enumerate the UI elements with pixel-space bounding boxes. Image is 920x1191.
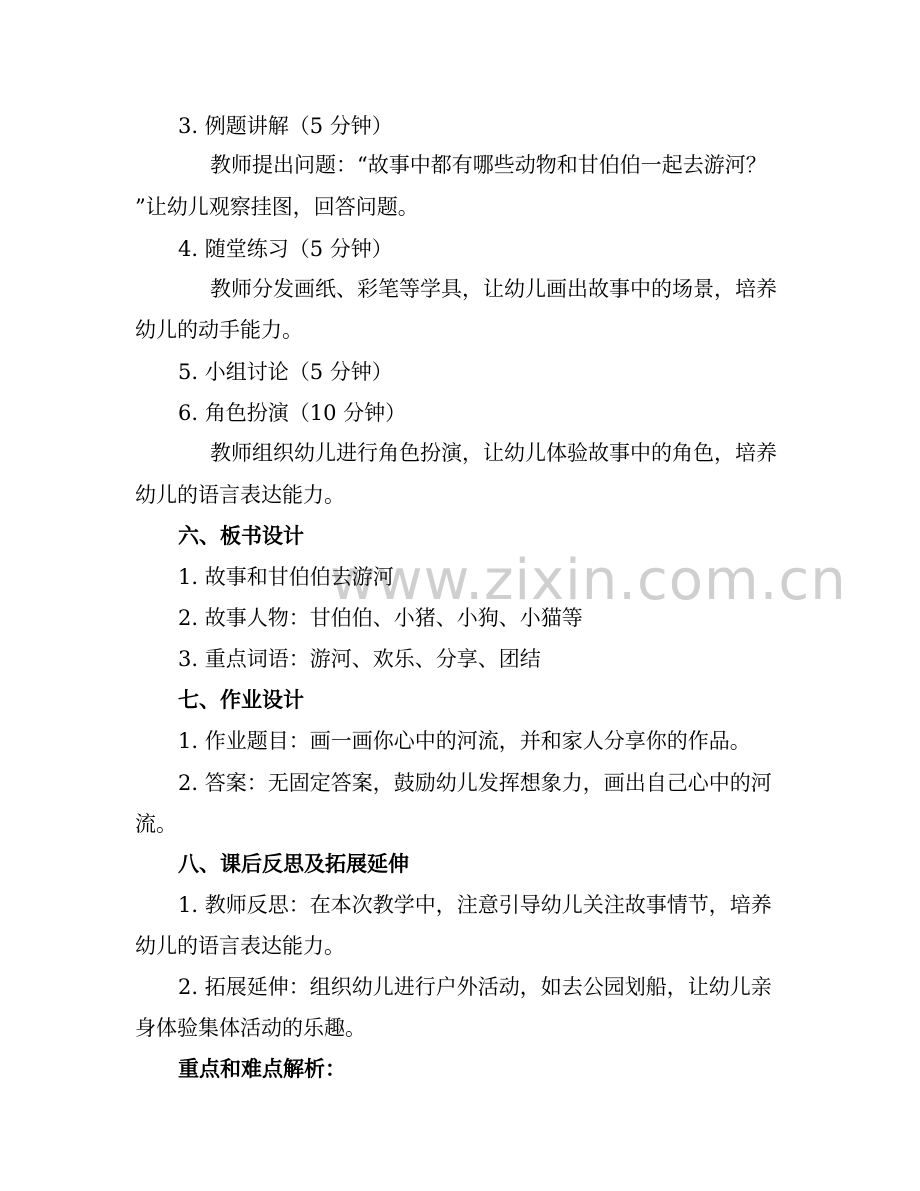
list-item: 2. 答案：无固定答案，鼓励幼儿发挥想象力，画出自己心中的河: [178, 771, 772, 795]
paragraph-line: ”让幼儿观察挂图，回答问题。: [135, 195, 419, 219]
list-item: 1. 作业题目：画一画你心中的河流，并和家人分享你的作品。: [178, 729, 751, 753]
paragraph-line: 幼儿的语言表达能力。: [135, 483, 345, 507]
list-item: 2. 拓展延伸：组织幼儿进行户外活动，如去公园划船，让幼儿亲: [178, 975, 772, 999]
list-item: 3. 重点词语：游河、欢乐、分享、团结: [178, 647, 541, 671]
section-heading-reflection: 八、课后反思及拓展延伸: [178, 852, 409, 876]
section-heading-key-points: 重点和难点解析：: [178, 1057, 346, 1081]
paragraph-line: 身体验集体活动的乐趣。: [135, 1016, 366, 1040]
paragraph-line: 教师组织幼儿进行角色扮演，让幼儿体验故事中的角色，培养: [210, 441, 777, 465]
section-heading-homework: 七、作业设计: [178, 688, 304, 712]
list-item: 2. 故事人物：甘伯伯、小猪、小狗、小猫等: [178, 606, 583, 630]
paragraph-line: 教师分发画纸、彩笔等学具，让幼儿画出故事中的场景，培养: [210, 277, 777, 301]
list-item: 1. 故事和甘伯伯去游河: [178, 565, 394, 589]
section-heading-board-design: 六、板书设计: [178, 524, 304, 548]
watermark: www.zixin.com.cn: [330, 548, 847, 613]
list-item-role-play: 6. 角色扮演（10 分钟）: [178, 401, 407, 425]
list-item-practice: 4. 随堂练习（5 分钟）: [178, 237, 393, 261]
paragraph-line: 流。: [135, 812, 177, 836]
paragraph-line: 幼儿的动手能力。: [135, 318, 303, 342]
paragraph-line: 幼儿的语言表达能力。: [135, 934, 345, 958]
list-item-group-discussion: 5. 小组讨论（5 分钟）: [178, 360, 393, 384]
list-item: 1. 教师反思：在本次教学中，注意引导幼儿关注故事情节，培养: [178, 893, 772, 917]
list-item-example-explanation: 3. 例题讲解（5 分钟）: [178, 114, 393, 138]
paragraph-line: 教师提出问题：“故事中都有哪些动物和甘伯伯一起去游河？: [210, 153, 767, 177]
